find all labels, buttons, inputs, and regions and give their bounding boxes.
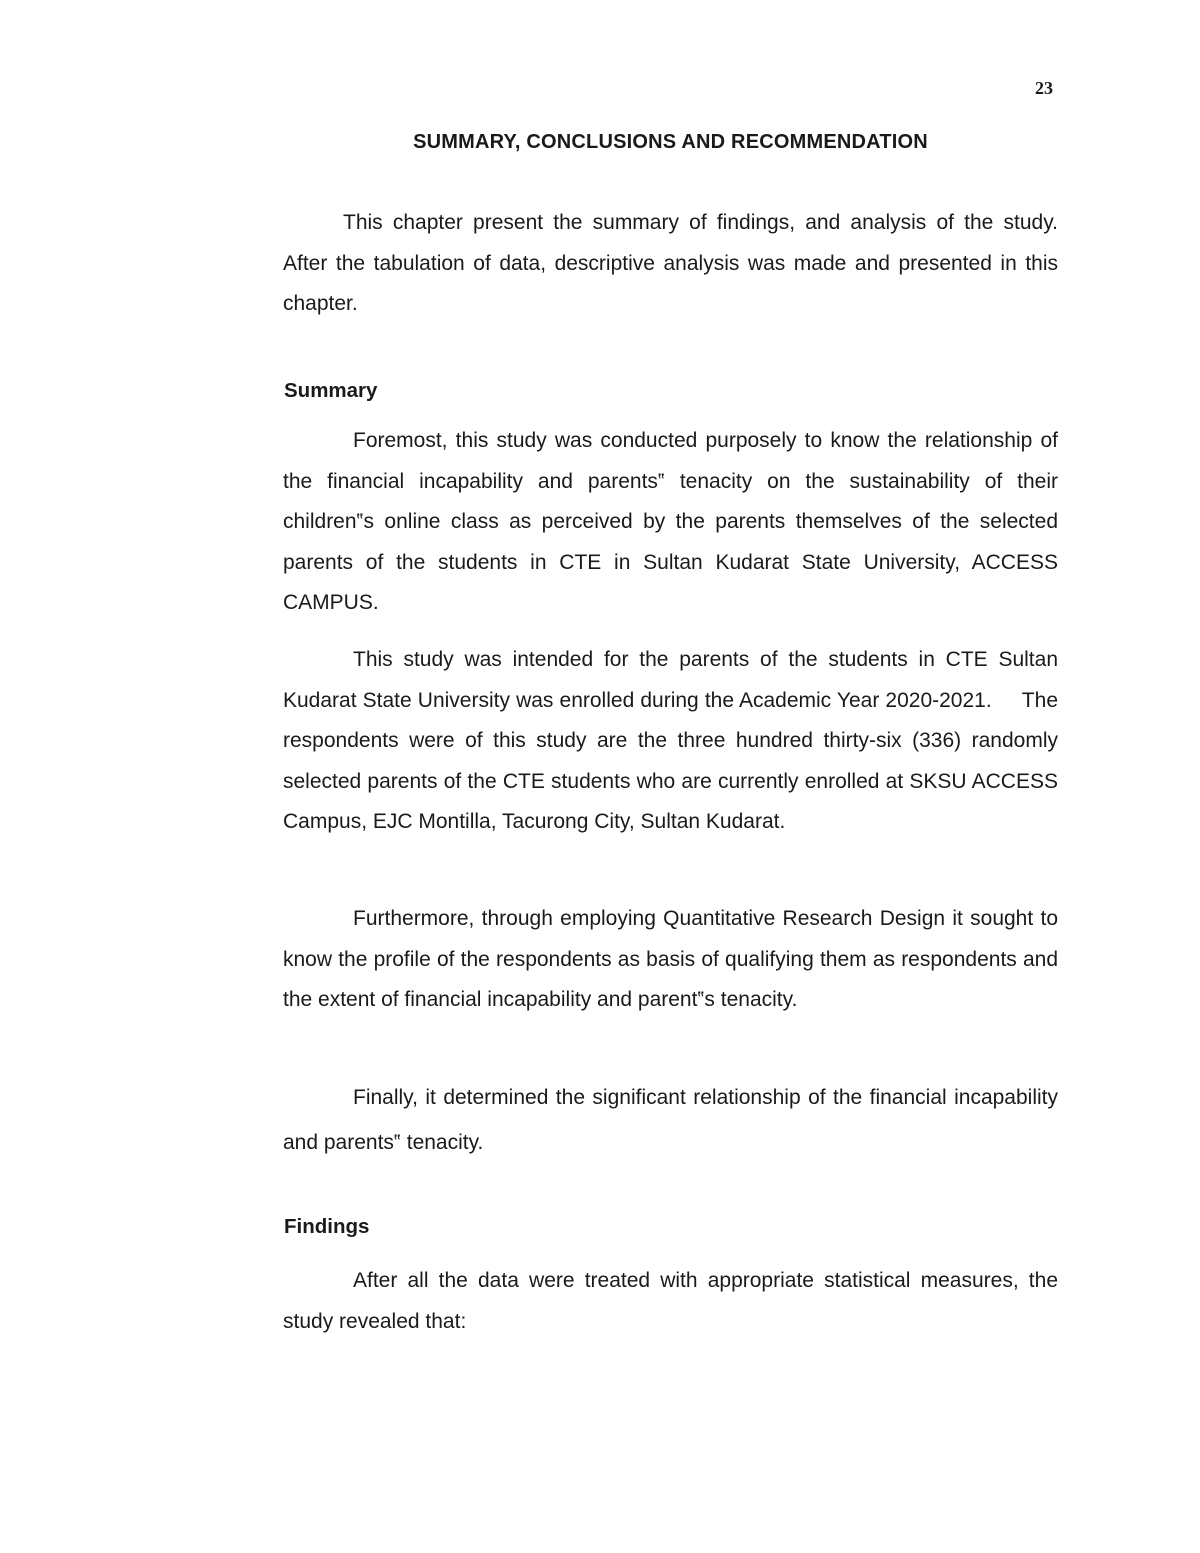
intro-paragraph: This chapter present the summary of findings, and analysis of the study. After the tabulation of data, descriptive analysis was made and presented in this chapter. [283, 211, 1058, 315]
summary-paragraph: Furthermore, through employing Quantitative Research Design it sought to know the profile of the respondents as basis of qualifying them as respondents and the extent of financial incapability and parent‟s tenacity. [283, 907, 1058, 1011]
summary-heading: Summary [284, 379, 378, 402]
chapter-title: SUMMARY, CONCLUSIONS AND RECOMMENDATION [413, 131, 928, 153]
findings-heading: Findings [284, 1215, 370, 1238]
summary-paragraph: This study was intended for the parents of the students in CTE Sultan Kudarat State University was enrolled during the Academic Year 2020-2021. The respondents were of this study are the three hundred thirty-six (336) randomly selected parents of the CTE students who are currently enrolled at SKSU ACCESS Campus, EJC Montilla, Tacurong City, Sultan Kudarat. [283, 648, 1064, 833]
findings-paragraph: After all the data were treated with appropriate statistical measures, the study revealed that: [283, 1269, 1058, 1333]
summary-paragraph: Finally, it determined the significant relationship of the financial incapability and parents‟ tenacity. [283, 1086, 1058, 1154]
page-number: 23 [1035, 78, 1053, 98]
summary-paragraph: Foremost, this study was conducted purposely to know the relationship of the financial incapability and parents‟ tenacity on the sustainability of their children‟s online class as perceived by the parents themselves of the selected parents of the students in CTE in Sultan Kudarat State University, ACCESS CAMPUS. [283, 429, 1058, 614]
